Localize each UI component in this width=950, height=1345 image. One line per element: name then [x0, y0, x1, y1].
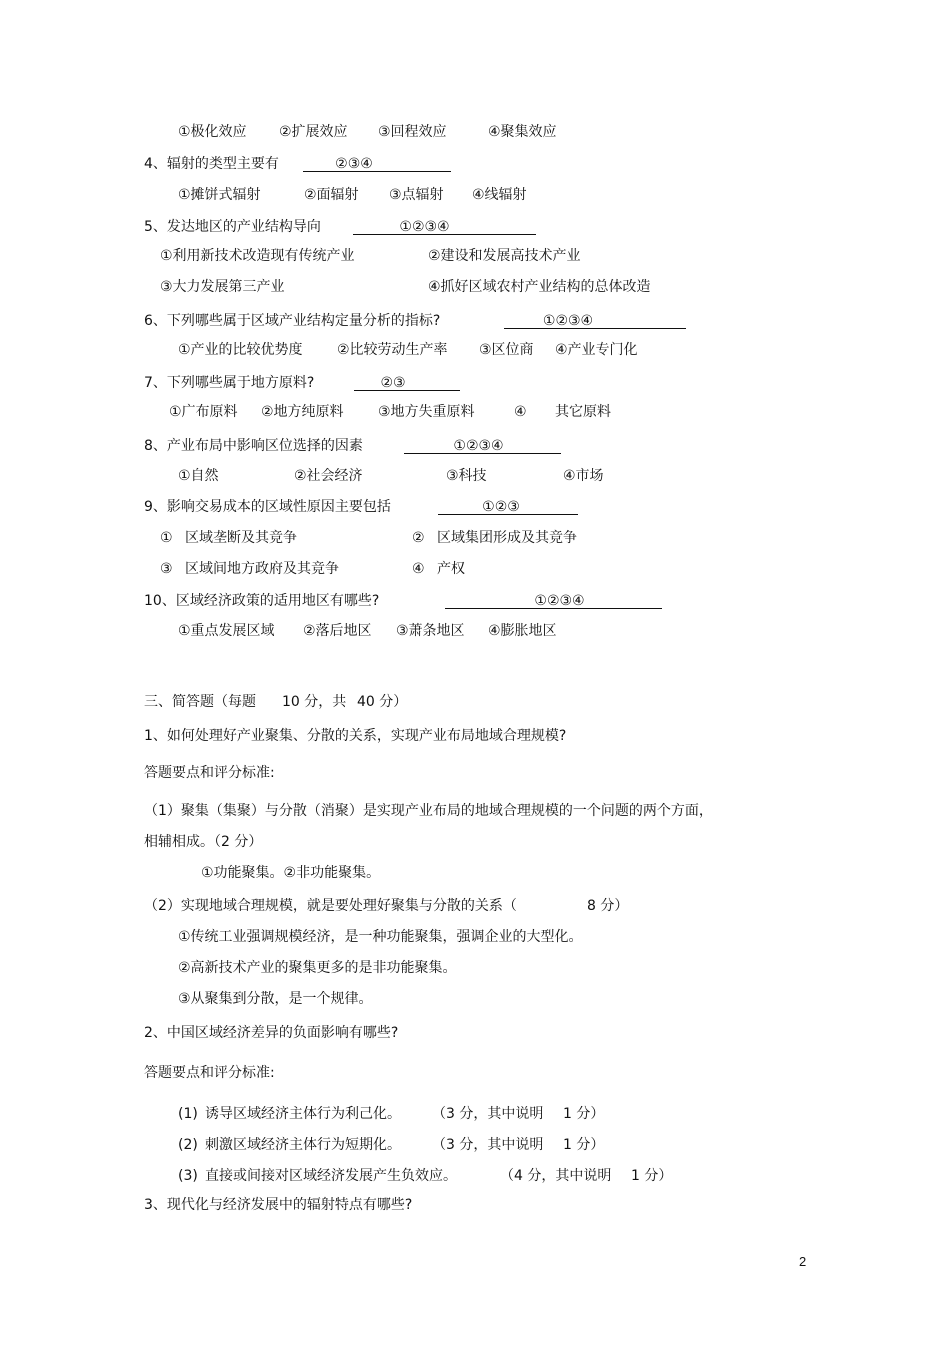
q4-option-2: ②面辐射 [304, 187, 359, 203]
q10-answer-text: ①②③④ [534, 593, 585, 609]
q8-option-3: ③科技 [446, 468, 487, 484]
q9-stem: 9、影响交易成本的区域性原因主要包括 [144, 499, 391, 515]
section3-title: 三、简答题（每题 [144, 694, 256, 710]
sq2-item-1-score: （3 分，其中说明 [432, 1106, 544, 1122]
sq1-point1-sub: ①功能聚集。②非功能聚集。 [201, 865, 381, 881]
section3-score-total: 40 分） [357, 694, 408, 710]
q8-option-4: ④市场 [563, 468, 604, 484]
q4-answer-text: ②③④ [335, 156, 373, 172]
q9-option-1: 区域垄断及其竞争 [185, 530, 297, 546]
sq1-criteria-label: 答题要点和评分标准: [144, 765, 275, 781]
sq2-item-2-text: 刺激区域经济主体行为短期化。 [205, 1137, 401, 1153]
q6-option-3: ③区位商 [479, 342, 534, 358]
q9-option-1-marker: ① [160, 530, 173, 546]
sq2-item-3-text: 直接或间接对区域经济发展产生负效应。 [205, 1168, 457, 1184]
sq2-criteria-label: 答题要点和评分标准: [144, 1065, 275, 1081]
sq2-item-3-score: （4 分，其中说明 [500, 1168, 612, 1184]
q5-option-4: ④抓好区域农村产业结构的总体改造 [428, 279, 651, 295]
q6-answer [504, 314, 686, 329]
q9-option-3: 区域间地方政府及其竞争 [185, 561, 339, 577]
sq2-item-2-num: (2) [178, 1137, 198, 1153]
q5-answer-text: ①②③④ [399, 219, 450, 235]
q6-option-4: ④产业专门化 [555, 342, 638, 358]
sq1-point2: （2）实现地域合理规模，就是要处理好聚集与分散的关系（ [144, 898, 517, 914]
sq1-point1-line1: （1）聚集（集聚）与分散（消聚）是实现产业布局的地域合理规模的一个问题的两个方面， [144, 803, 713, 819]
q4-option-1: ①摊饼式辐射 [178, 187, 261, 203]
q10-option-4: ④膨胀地区 [488, 623, 557, 639]
q9-option-3-marker: ③ [160, 561, 173, 577]
q9-answer [438, 500, 578, 515]
q4-stem: 4、辐射的类型主要有 [144, 156, 279, 172]
q3-option-1: ①极化效应 [178, 124, 247, 140]
q9-option-4: 产权 [437, 561, 465, 577]
sq2-question: 2、中国区域经济差异的负面影响有哪些? [144, 1025, 399, 1041]
page-number: 2 [799, 1254, 807, 1269]
q7-option-4: ④ [514, 404, 527, 420]
q7-answer-text: ②③ [380, 375, 406, 391]
sq1-point1-line2: 相辅相成。（2 分） [144, 834, 263, 850]
q8-option-2: ②社会经济 [294, 468, 363, 484]
q6-option-1: ①产业的比较优势度 [178, 342, 303, 358]
q4-option-3: ③点辐射 [389, 187, 444, 203]
q7-option-4-text: 其它原料 [555, 404, 611, 420]
q8-option-1: ①自然 [178, 468, 219, 484]
section3-score-per: 10 分，共 [282, 694, 347, 710]
sq2-item-3-num: (3) [178, 1168, 198, 1184]
q9-option-2-marker: ② [412, 530, 425, 546]
q10-answer [445, 594, 662, 609]
q5-stem: 5、发达地区的产业结构导向 [144, 219, 321, 235]
q5-option-2: ②建设和发展高技术产业 [428, 248, 581, 264]
q8-answer-text: ①②③④ [453, 438, 504, 454]
sq1-question: 1、如何处理好产业聚集、分散的关系，实现产业布局地域合理规模? [144, 728, 567, 744]
q10-stem: 10、区域经济政策的适用地区有哪些? [144, 593, 380, 609]
q6-stem: 6、下列哪些属于区域产业结构定量分析的指标? [144, 313, 441, 329]
q5-option-3: ③大力发展第三产业 [160, 279, 285, 295]
sq2-item-2-score-b: 1 分） [563, 1137, 605, 1153]
q7-answer [354, 376, 460, 391]
q6-option-2: ②比较劳动生产率 [337, 342, 448, 358]
q7-option-1: ①广布原料 [169, 404, 238, 420]
sq2-item-1-num: (1) [178, 1106, 198, 1122]
q5-answer [353, 220, 536, 235]
sq2-item-1-text: 诱导区域经济主体行为利己化。 [205, 1106, 401, 1122]
q8-answer [404, 439, 561, 454]
sq1-point2-item-3: ③从聚集到分散，是一个规律。 [178, 991, 373, 1007]
q7-option-2: ②地方纯原料 [261, 404, 344, 420]
sq3-question: 3、现代化与经济发展中的辐射特点有哪些? [144, 1197, 413, 1213]
q10-option-2: ②落后地区 [303, 623, 372, 639]
q3-option-4: ④聚集效应 [488, 124, 557, 140]
sq2-item-1-score-b: 1 分） [563, 1106, 605, 1122]
q10-option-1: ①重点发展区域 [178, 623, 275, 639]
q9-answer-text: ①②③ [482, 499, 520, 515]
sq1-point2-score: 8 分） [587, 898, 629, 914]
sq2-item-3-score-b: 1 分） [631, 1168, 673, 1184]
q9-option-2: 区域集团形成及其竞争 [437, 530, 577, 546]
sq1-point2-item-1: ①传统工业强调规模经济，是一种功能聚集，强调企业的大型化。 [178, 929, 583, 945]
q3-option-2: ②扩展效应 [279, 124, 348, 140]
q3-option-3: ③回程效应 [378, 124, 447, 140]
q6-answer-text: ①②③④ [542, 313, 594, 329]
q9-option-4-marker: ④ [412, 561, 425, 577]
q10-option-3: ③萧条地区 [396, 623, 465, 639]
q4-answer [303, 157, 451, 172]
q7-stem: 7、下列哪些属于地方原料? [144, 375, 315, 391]
q7-option-3: ③地方失重原料 [378, 404, 475, 420]
q5-option-1: ①利用新技术改造现有传统产业 [160, 248, 355, 264]
sq1-point2-item-2: ②高新技术产业的聚集更多的是非功能聚集。 [178, 960, 457, 976]
q4-option-4: ④线辐射 [472, 187, 527, 203]
sq2-item-2-score: （3 分，其中说明 [432, 1137, 544, 1153]
q8-stem: 8、产业布局中影响区位选择的因素 [144, 438, 363, 454]
